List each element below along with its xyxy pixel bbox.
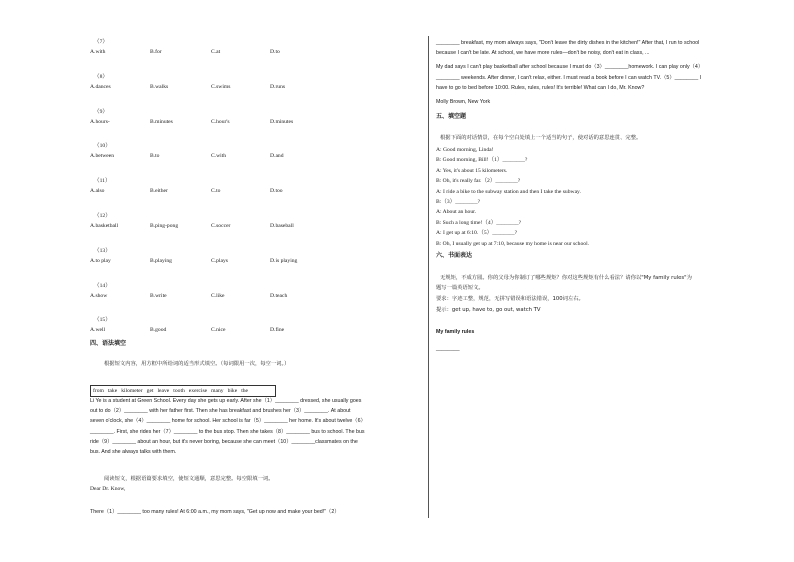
- dialogue-line: B: Good morning, Bill!（1）________?: [436, 157, 528, 164]
- question-number: （7）: [94, 39, 108, 45]
- question-number: （13）: [94, 247, 111, 254]
- section4-instruction: 根据短文内容，用方框中所给词的适当形式填空。（每词限用一次，每空一词。）: [104, 361, 290, 367]
- section4-heading: 四、语法填空: [90, 341, 127, 347]
- dialogue-line: A: I get up at 6:10.（5）________?: [436, 230, 518, 237]
- section6-text-4: 提示：get up, have to, go out, watch TV: [436, 307, 541, 313]
- option-a[interactable]: A.to play: [90, 257, 111, 264]
- option-c[interactable]: C.like: [211, 292, 225, 299]
- letter-line-6: have to go to bed before 10:00. Rules, rules, rules! It's terrible! What can I do, Mr. Know?: [436, 85, 645, 91]
- word-box-item: kilometer: [121, 388, 143, 394]
- letter-line-4: My dad says I can't play basketball after school because I must do（3）________homework. I can play only（4）: [436, 64, 704, 70]
- dialogue-line: B: Oh, I usually get up at 7:10, because my home is near our school.: [436, 240, 590, 247]
- word-box-item: from: [93, 388, 104, 394]
- section6-text-1: 无规矩，不成方圆。你的父母为你制订了哪些规矩？你对这些规矩有什么看法？请你以"My family rules"为: [440, 275, 692, 281]
- option-c[interactable]: C.nice: [211, 327, 226, 334]
- dialogue-line: B: Such a long time!（4）________?: [436, 219, 522, 226]
- question-number: （10）: [94, 143, 111, 150]
- option-b[interactable]: B.to: [150, 153, 160, 160]
- option-b[interactable]: B.write: [150, 292, 167, 299]
- word-box-item: leave: [157, 388, 170, 394]
- question-number: （9）: [94, 108, 108, 115]
- essay-answer-blank: ________: [436, 346, 460, 352]
- dialogue-line: A: About an hour.: [436, 209, 477, 216]
- word-box-item: bike: [227, 388, 238, 394]
- option-c[interactable]: C.with: [211, 153, 227, 160]
- option-d[interactable]: D.fine: [270, 327, 285, 334]
- letter-signature: Molly Brown, New York: [436, 99, 491, 105]
- passage-line: ride（9）________ about an hour, but it's never boring, because she can meet（10）________classmates on the: [90, 438, 358, 445]
- question-number: （12）: [94, 213, 111, 219]
- dialogue-line: B:（3）________?: [436, 199, 481, 205]
- option-b[interactable]: B.walks: [150, 83, 169, 90]
- option-b[interactable]: B.for: [150, 49, 162, 55]
- option-c[interactable]: C.hour's: [211, 118, 230, 125]
- essay-title: My family rules: [436, 329, 475, 335]
- word-box-item: take: [107, 388, 118, 394]
- option-c[interactable]: C.swims: [211, 83, 231, 90]
- letter-line-2: ________ breakfast, my mom always says, "Don't leave the dirty dishes in the kitchen!" After that, I run to school: [436, 40, 700, 46]
- option-b[interactable]: B.ping-pong: [150, 223, 179, 229]
- section6-text-3: 要求：字迹工整，规范，无拼写错误和语法错误，100词左右。: [436, 296, 584, 302]
- option-a[interactable]: A.show: [90, 292, 108, 299]
- option-d[interactable]: D.minutes: [270, 118, 294, 125]
- word-box-item: many: [211, 388, 224, 394]
- passage-line: out to do（2）________ with her father first. Then she has breakfast and brushes her（3）________. At about: [90, 408, 351, 415]
- question-number: （14）: [94, 282, 111, 289]
- dialogue-line: A: Good morning, Linda!: [436, 147, 494, 153]
- option-a[interactable]: A.between: [90, 153, 115, 160]
- option-c[interactable]: C.to: [211, 188, 221, 195]
- option-b[interactable]: B.good: [150, 327, 167, 334]
- option-a[interactable]: A.well: [90, 327, 106, 334]
- letter-instruction: 阅读短文，根据语篇要求填空，使短文通顺，意思完整。每空限填一词。: [104, 476, 274, 482]
- option-a[interactable]: A.dances: [90, 83, 111, 90]
- question-number: （11）: [94, 178, 111, 185]
- word-box-item: exercise: [188, 388, 208, 394]
- section6-text-2: 题写一篇英语短文。: [436, 285, 484, 291]
- passage-line: Li Ye is a student at Green School. Every day she gets up early. After she（1）________ dressed, she usually goes: [90, 398, 362, 404]
- question-number: （15）: [94, 317, 111, 324]
- option-d[interactable]: D.teach: [270, 292, 288, 299]
- question-number: （8）: [94, 73, 108, 80]
- option-c[interactable]: C.soccer: [211, 223, 231, 229]
- passage-line: bus. And she always talks with them.: [90, 449, 177, 455]
- section5-heading: 五、填空题: [436, 114, 467, 120]
- word-box-item: get: [146, 388, 154, 394]
- option-d[interactable]: D.runs: [270, 83, 286, 90]
- option-a[interactable]: A.basketball: [90, 223, 119, 229]
- dialogue-line: A: I ride a bike to the subway station and then I take the subway.: [436, 188, 581, 195]
- option-d[interactable]: D.too: [270, 188, 283, 195]
- dialogue-line: B: Oh, it's really far.（2）________?: [436, 178, 521, 185]
- section5-instruction: 根据下面的对话情景，在每个空白处填上一个适当的句子，使对话的意思连贯、完整。: [440, 135, 642, 141]
- option-d[interactable]: D.is playing: [270, 257, 298, 264]
- passage-line: ________. First, she rides her（7）________ to the bus stop. Then she takes（8）________ bus to school. The bus: [90, 428, 365, 435]
- letter-line-3: because I can't be late. At school, we have more rules—don't be noisy, don't eat in class, ...: [436, 50, 650, 56]
- option-d[interactable]: D.and: [270, 153, 284, 160]
- option-c[interactable]: C.at: [211, 49, 221, 55]
- word-box-item: tooth: [173, 388, 185, 394]
- section6-heading: 六、书面表达: [436, 253, 473, 259]
- letter-line-5: ________ weekends. After dinner, I can't relax, either. I must read a book before I can watch TV.（5）________ I: [436, 75, 702, 81]
- option-a[interactable]: A.with: [90, 49, 106, 55]
- option-a[interactable]: A.also: [90, 188, 105, 195]
- option-c[interactable]: C.plays: [211, 257, 228, 264]
- column-divider: [428, 36, 429, 518]
- option-b[interactable]: B.playing: [150, 257, 172, 264]
- word-box-item: the: [241, 388, 249, 394]
- option-a[interactable]: A.hours-: [90, 118, 110, 125]
- letter-line-1: There（1）________ too many rules! At 6:00 a.m., my mom says, "Get up now and make your bed!"（2）: [90, 509, 340, 515]
- letter-salutation: Dear Dr. Know,: [90, 486, 126, 492]
- passage-line: seven o'clock, she（4）________ home for school. Her school is far（5）________ her home. It's about twelve（6）: [90, 418, 366, 425]
- option-d[interactable]: D.to: [270, 49, 280, 55]
- option-d[interactable]: D.baseball: [270, 223, 294, 229]
- dialogue-line: A: Yes, it's about 15 kilometers.: [436, 167, 508, 174]
- option-b[interactable]: B.either: [150, 188, 168, 195]
- option-b[interactable]: B.minutes: [150, 118, 173, 125]
